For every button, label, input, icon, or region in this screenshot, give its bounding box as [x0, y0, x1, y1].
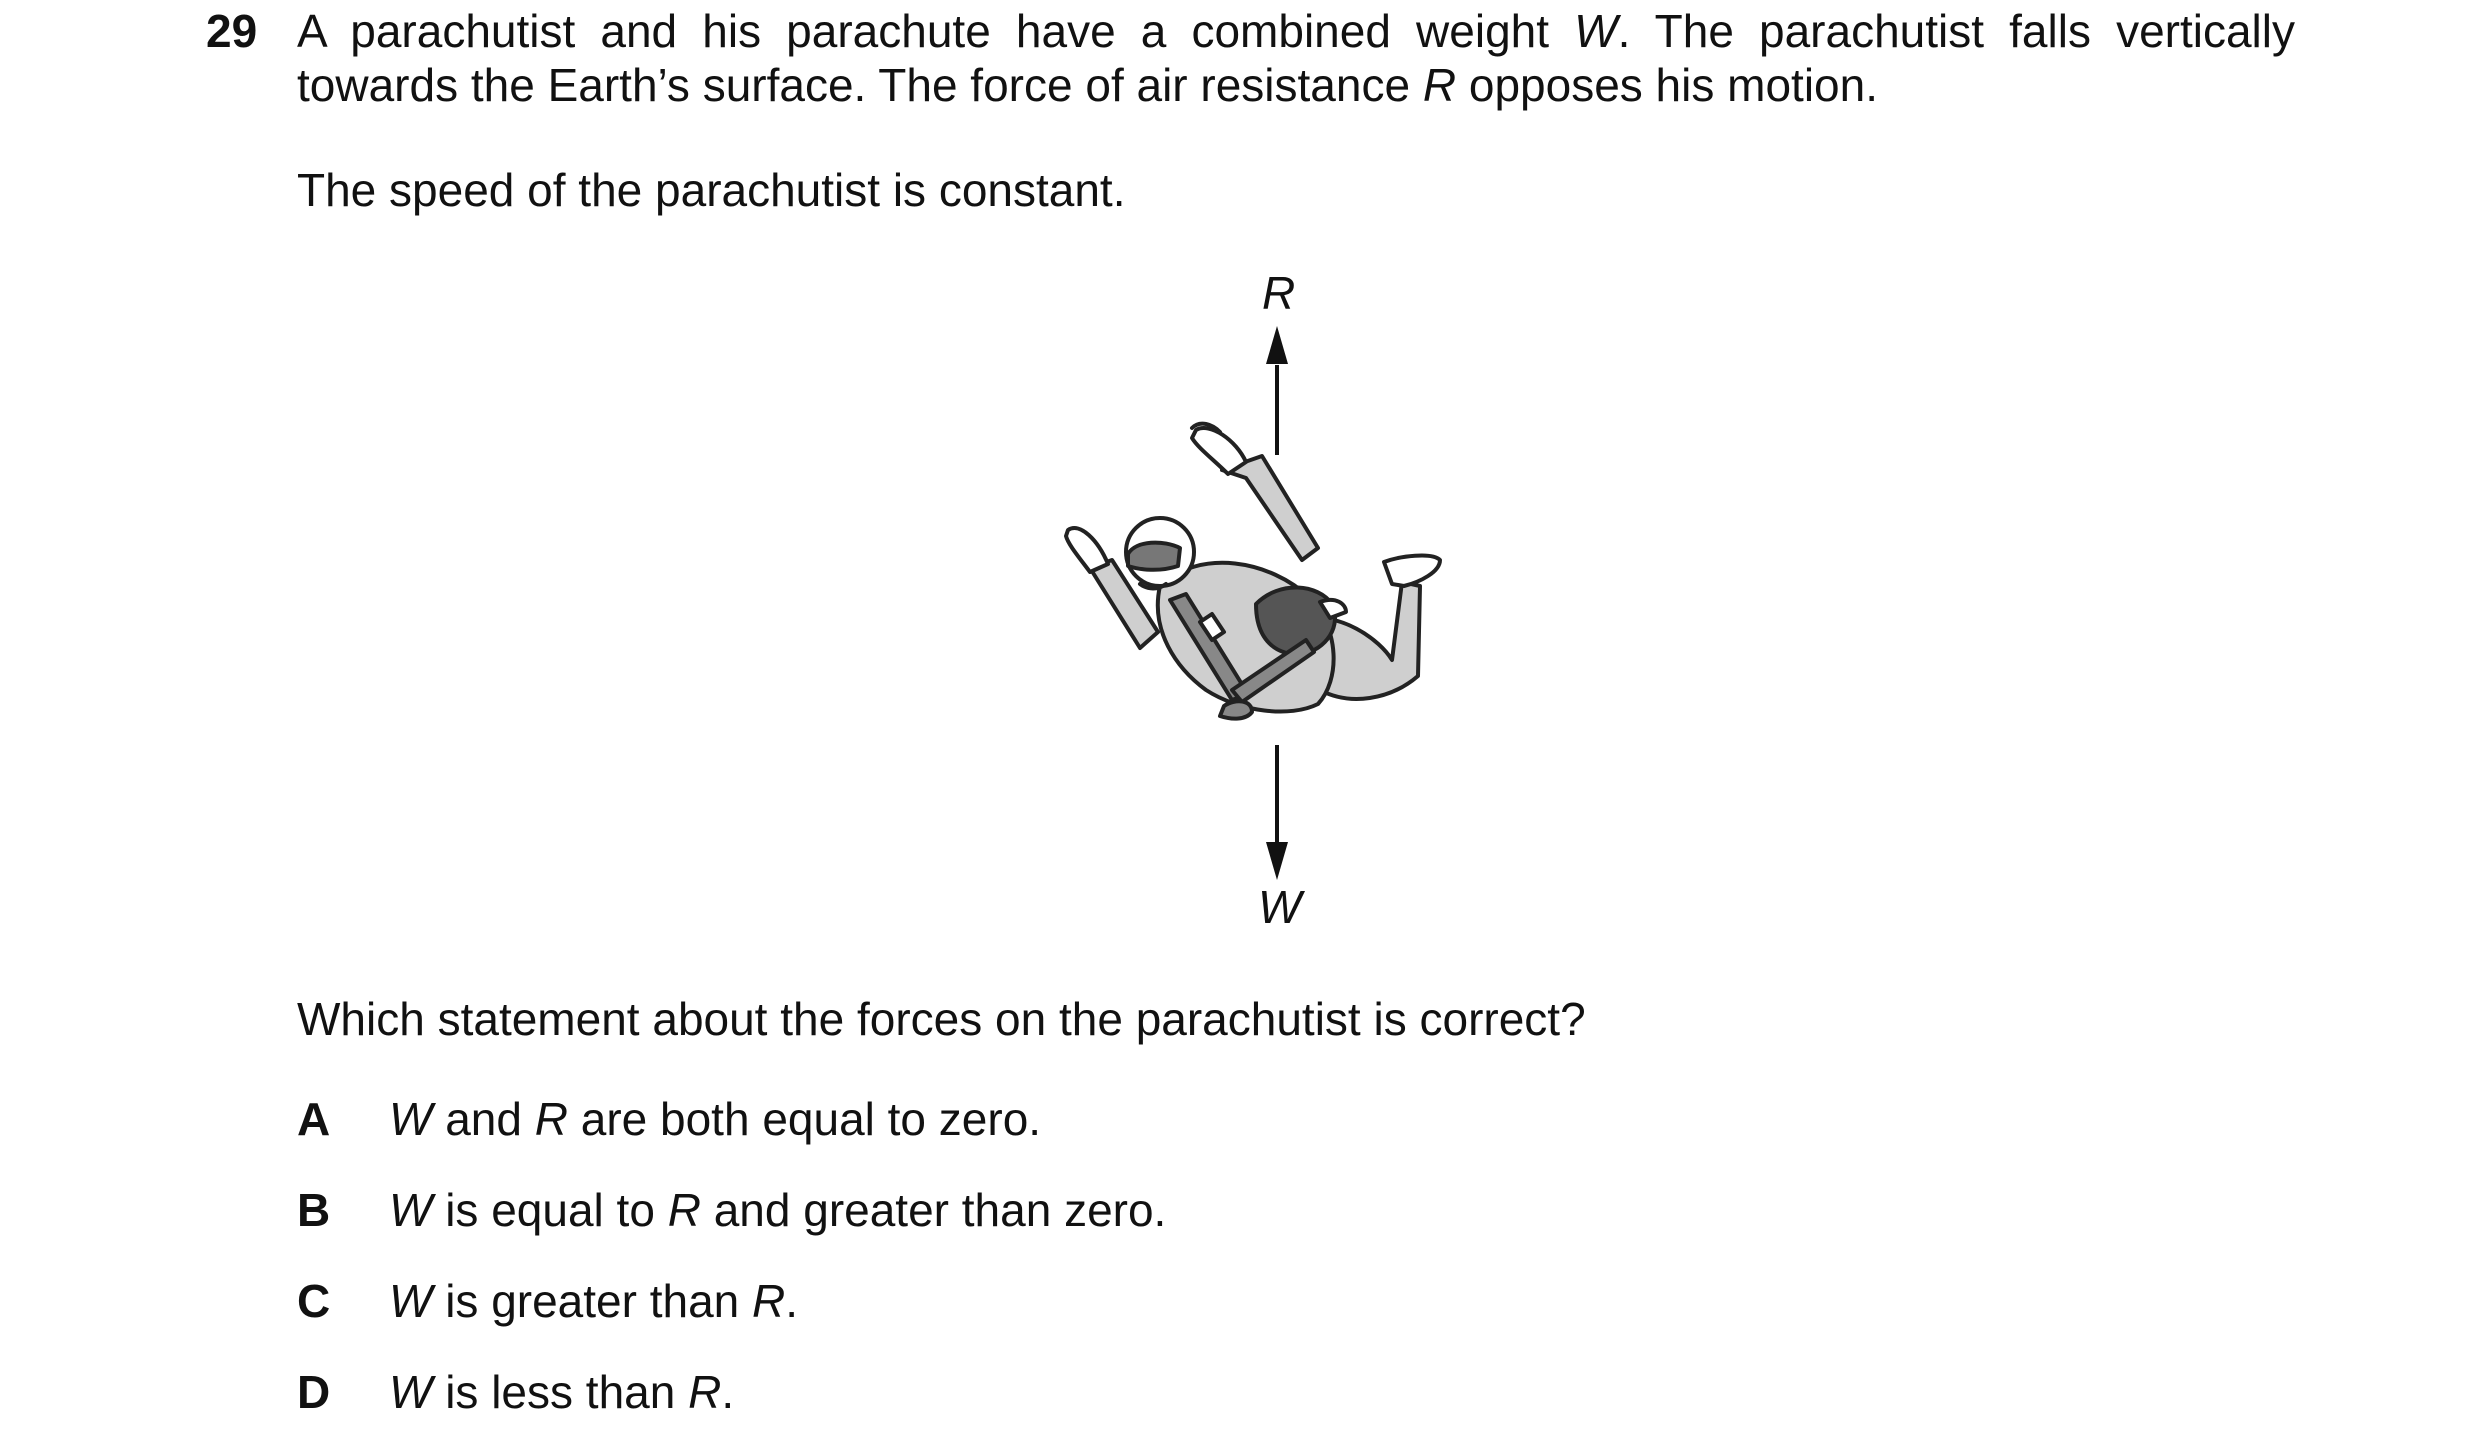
option-text: W is equal to R and greater than zero.: [389, 1184, 1167, 1236]
question-prompt: Which statement about the forces on the parachutist is correct?: [297, 993, 1586, 1045]
parachutist-icon: [1066, 424, 1440, 719]
question-intro: [297, 4, 2295, 112]
downward-force-label: W: [1258, 881, 1302, 933]
downward-force-arrow: [1266, 745, 1288, 880]
intro-text: towards the Earth’s surface. The force of air resistance: [297, 59, 1423, 111]
intro-text: opposes his motion.: [1456, 59, 1878, 111]
intro-text: A parachutist and his parachute have a combined weight: [297, 5, 1575, 57]
option-c[interactable]: [297, 1274, 798, 1328]
option-letter: C: [297, 1275, 331, 1327]
option-text: W and R are both equal to zero.: [389, 1093, 1042, 1145]
option-b[interactable]: [297, 1183, 1166, 1237]
option-letter: A: [297, 1093, 331, 1145]
option-text: W is greater than R.: [389, 1275, 799, 1327]
intro-line-2: [297, 58, 2295, 112]
resistance-symbol: R: [1422, 59, 1457, 111]
option-a[interactable]: [297, 1092, 1041, 1146]
option-d[interactable]: [297, 1365, 734, 1419]
weight-symbol: W: [1574, 5, 1618, 57]
option-letter: D: [297, 1366, 331, 1418]
upward-force-arrow: [1266, 326, 1288, 455]
intro-line-1: [297, 4, 2295, 58]
option-text: W is less than R.: [389, 1366, 735, 1418]
question-number: 29: [206, 5, 258, 57]
option-letter: B: [297, 1184, 331, 1236]
upward-force-label: R: [1262, 267, 1296, 319]
intro-text: . The parachutist falls vertically: [1617, 5, 2295, 57]
speed-statement: The speed of the parachutist is constant.: [297, 164, 1126, 216]
